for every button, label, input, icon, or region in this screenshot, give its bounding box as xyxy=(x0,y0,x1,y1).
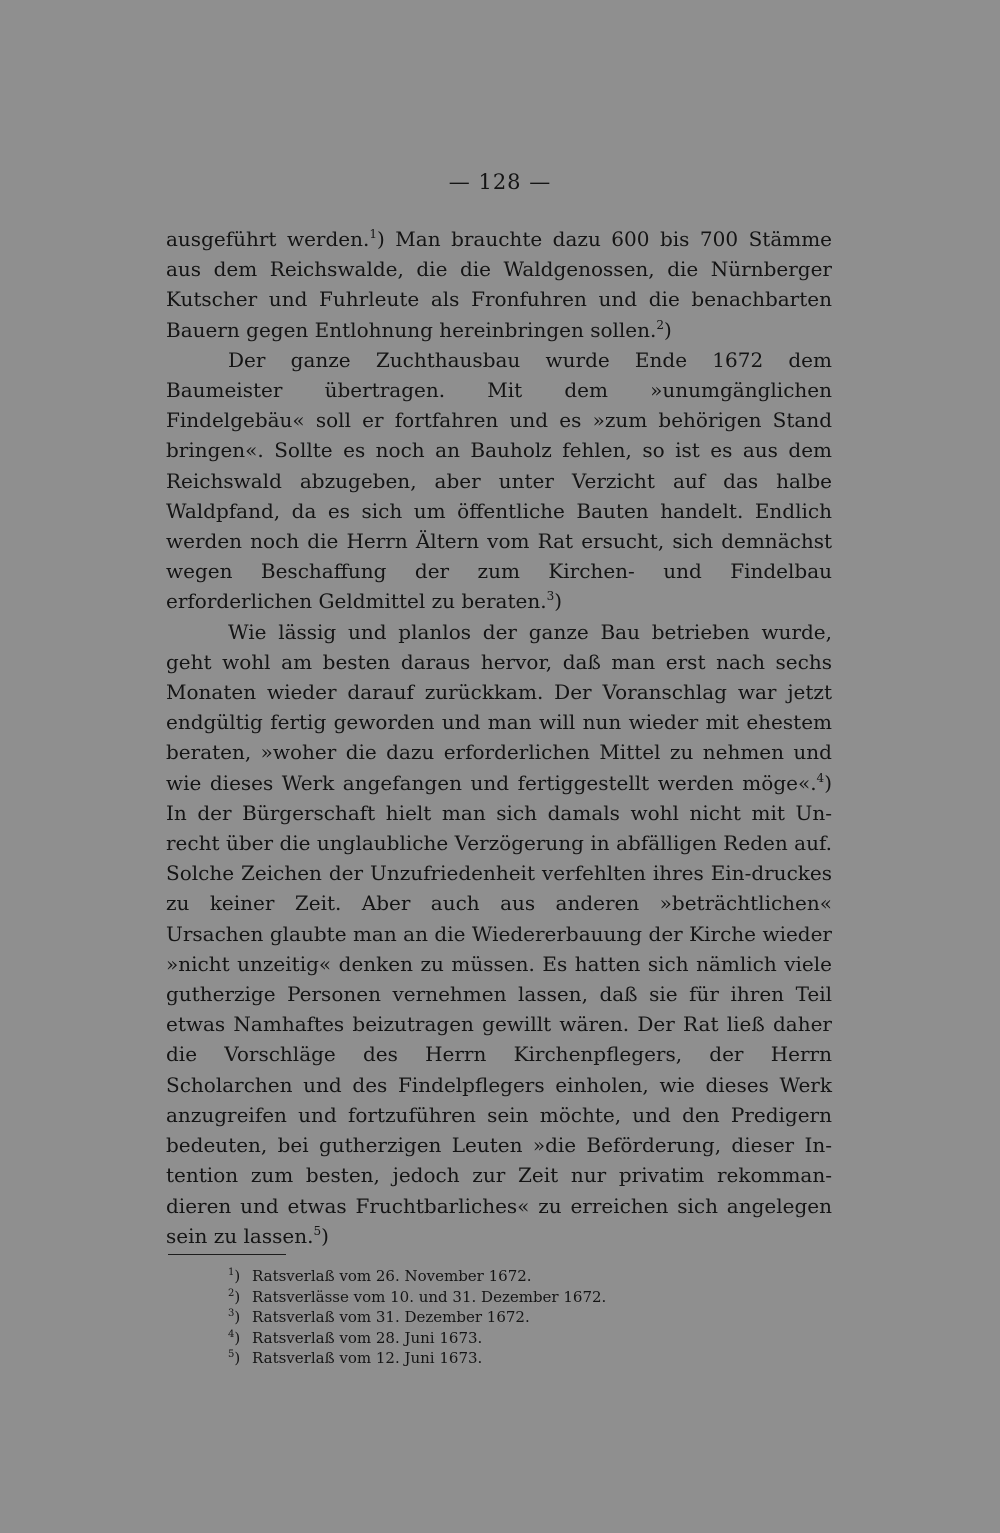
footnote-2 xyxy=(228,1287,748,1308)
footnote-number: 1 xyxy=(228,1267,235,1278)
footnote-3 xyxy=(228,1307,748,1328)
text-run: ) xyxy=(321,1223,329,1248)
text-run: ausgeführt werden. xyxy=(166,227,370,251)
footnote-number: 4 xyxy=(228,1328,235,1340)
body-text xyxy=(166,224,832,1251)
paragraph-2 xyxy=(166,345,832,617)
footnote-number: 5 xyxy=(228,1349,235,1360)
footnote-ref[interactable]: 3 xyxy=(546,589,555,604)
footnote-5 xyxy=(228,1348,748,1369)
text-run: Wie lässig und planlos der ganze Bau betrieben wurde, geht wohl am besten daraus hervor, daß man erst nach sechs Monaten wieder darauf zurückkam. Der Voranschlag war jetzt endgültig fertig geworden und man will nun wieder mit ehestem beraten, »woher die dazu erforderlichen Mittel zu nehmen und wie dieses Werk angefangen und fertiggestellt werden möge«. xyxy=(166,619,832,795)
footnote-ref[interactable]: 4 xyxy=(816,770,825,785)
footnote-number: 2 xyxy=(228,1287,235,1299)
text-run: ) Man brauchte dazu 600 bis 700 Stämme aus dem Reichswalde, die die Waldgenossen, die Nürnberger Kutscher und Fuhrleute als Fronfuhren und die benachbarten Bauern gegen Entlohnung hereinbringen sollen. xyxy=(166,227,833,342)
footnotes xyxy=(228,1266,748,1369)
footnote-ref[interactable]: 1 xyxy=(369,227,377,241)
footnote-mark: $^5$) xyxy=(228,1349,241,1367)
footnote-number: 3 xyxy=(228,1308,235,1319)
footnote-mark: $^4$) xyxy=(228,1328,241,1347)
footnote-text: Ratsverlaß vom 31. Dezember 1672. xyxy=(252,1308,530,1326)
text-run: Der ganze Zuchthausbau wurde Ende 1672 dem Baumeister übertragen. Mit dem »unumgänglichen Findelgebäu« soll er fortfahren und es »zum behörigen Stand bringen«. Sollte es noch an Bauholz fehlen, so ist es aus dem Reichswald abzugeben, aber unter Verzicht auf das halbe Waldpfand, da es sich um öffentliche Bauten handelt. Endlich werden noch die Herrn Ältern vom Rat ersucht, sich demnächst wegen Beschaffung der zum Kirchen- und Findelbau erforderlichen Geldmittel zu beraten. xyxy=(166,347,832,614)
paragraph-3 xyxy=(166,617,832,1251)
page-number: — 128 — xyxy=(448,170,552,194)
footnote-text: Ratsverlaß vom 26. November 1672. xyxy=(252,1267,532,1285)
footnote-divider xyxy=(168,1254,286,1255)
footnote-mark: $^1$) xyxy=(228,1267,241,1285)
paragraph-1 xyxy=(166,224,832,345)
footnote-4 xyxy=(228,1328,748,1349)
footnote-ref[interactable]: 5 xyxy=(313,1223,322,1238)
footnote-ref[interactable]: 2 xyxy=(656,317,665,332)
footnote-text: Ratsverlaß vom 12. Juni 1673. xyxy=(252,1349,483,1367)
text-run: ) xyxy=(664,317,672,342)
footnote-mark: $^2$) xyxy=(228,1287,241,1306)
footnote-mark: $^3$) xyxy=(228,1308,241,1326)
text-run: ) In der Bürgerschaft hielt man sich damals wohl nicht mit Un-recht über die unglaubliche Verzögerung in abfälligen Reden auf. Solche Zeichen der Unzufriedenheit verfehlten ihres Ein-druckes zu keiner Zeit. Aber auch aus anderen »beträchtlichen« Ursachen glaubte man an die Wiedererbauung der Kirche wieder »nicht unzeitig« denken zu müssen. Es hatten sich nämlich viele gutherzige Personen vernehmen lassen, daß sie für ihren Teil etwas Namhaftes beizutragen gewillt wären. Der Rat ließ daher die Vorschläge des Herrn Kirchenpflegers, der Herrn Scholarchen und des Findelpflegers einholen, wie dieses Werk anzugreifen und fortzuführen sein möchte, und den Predigern bedeuten, bei gutherzigen Leuten »die Beförderung, dieser In-tention zum besten, jedoch zur Zeit nur privatim rekomman-dieren und etwas Fruchtbarliches« zu erreichen sich angelegen sein zu lassen. xyxy=(166,770,832,1248)
footnote-text: Ratsverlaß vom 28. Juni 1673. xyxy=(252,1328,483,1347)
footnote-1 xyxy=(228,1266,748,1287)
text-run: ) xyxy=(554,589,563,614)
footnote-text: Ratsverlässe vom 10. und 31. Dezember 1672. xyxy=(252,1287,607,1306)
